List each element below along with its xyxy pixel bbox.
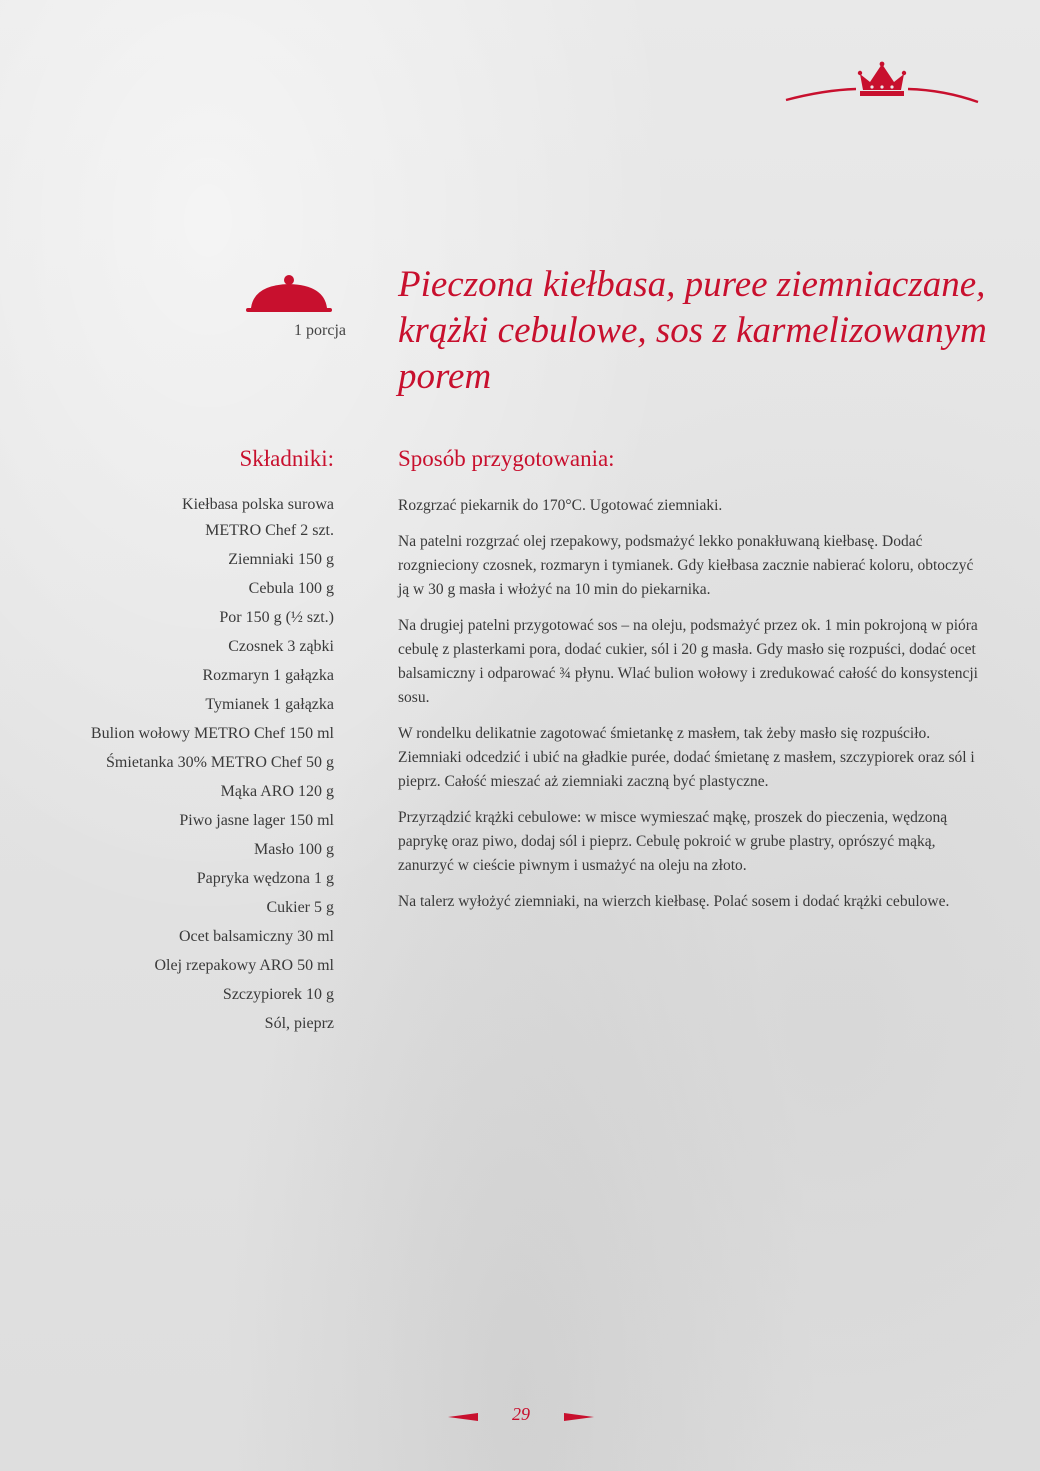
serving-size: 1 porcja [294, 322, 346, 339]
ingredient-item: Szczypiorek 10 g [222, 986, 334, 1003]
page-footer [448, 1404, 594, 1432]
ingredient-item: Ziemniaki 150 g [228, 551, 334, 568]
method-step: Na talerz wyłożyć ziemniaki, na wierzch kiełbasę. Polać sosem i dodać krążki cebulowe. [398, 893, 950, 910]
ingredient-item: Por 150 g (½ szt.) [219, 609, 334, 626]
ingredient-item: Cebula 100 g [248, 580, 334, 597]
page-number: 29 [512, 1404, 530, 1424]
method-step: W rondelku delikatnie zagotować śmietankę z masłem, tak żeby masło się rozpuściło. Ziemniaki odcedzić i ubić na gładkie purée, dodać śmietanę z masłem, szczypiorek oraz sól i pieprz. Całość mieszać aż ziemniaki zaczną być plastyczne. [398, 725, 975, 790]
ingredient-item: Papryka wędzona 1 g [196, 870, 334, 887]
ingredient-item: Kiełbasa polska surowa [182, 496, 334, 513]
crown-icon [784, 60, 980, 104]
method-section [398, 444, 988, 926]
ingredient-item: METRO Chef 2 szt. [205, 522, 334, 539]
ingredient-item: Olej rzepakowy ARO 50 ml [154, 957, 334, 974]
ingredient-item: Mąka ARO 120 g [220, 783, 334, 800]
recipe-title: Pieczona kiełbasa, puree ziemniaczane, krążki cebulowe, sos z karmelizowanym porem [398, 264, 987, 397]
ingredient-item: Rozmaryn 1 gałązka [202, 667, 334, 684]
ingredient-item: Tymianek 1 gałązka [205, 696, 334, 713]
ingredients-section [40, 444, 334, 1038]
ingredient-item: Czosnek 3 ząbki [228, 638, 334, 655]
cloche-icon [246, 272, 332, 314]
ingredient-list [40, 494, 334, 1038]
arrow-left-icon [448, 1413, 478, 1421]
ingredient-item: Sól, pieprz [264, 1015, 334, 1032]
ingredient-item: Masło 100 g [254, 841, 334, 858]
ingredient-item: Cukier 5 g [266, 899, 334, 916]
ingredient-item: Piwo jasne lager 150 ml [179, 812, 334, 829]
method-step: Na drugiej patelni przygotować sos – na oleju, podsmażyć przez ok. 1 min pokrojoną w pióra cebulę z plasterkami pora, dodać cukier, sól i 20 g masła. Gdy masło się rozpuści, dodać ocet balsamiczny i odparować ¾ płynu. Wlać bulion wołowy i zredukować całość do konsystencji sosu. [398, 617, 978, 706]
ingredient-item: Śmietanka 30% METRO Chef 50 g [106, 754, 334, 771]
method-heading: Sposób przygotowania: [398, 446, 615, 471]
method-step: Przyrządzić krążki cebulowe: w misce wymieszać mąkę, proszek do pieczenia, wędzoną paprykę oraz piwo, dodaj sól i pieprz. Cebulę pokroić w grube plastry, oprószyć mąką, zanurzyć w cieście piwnym i usmażyć na oleju na złoto. [398, 809, 948, 874]
arrow-right-icon [564, 1413, 594, 1421]
method-step: Rozgrzać piekarnik do 170°C. Ugotować ziemniaki. [398, 497, 723, 514]
method-step: Na patelni rozgrzać olej rzepakowy, podsmażyć lekko ponakłuwaną kiełbasę. Dodać rozgnieciony czosnek, rozmaryn i tymianek. Gdy kiełbasa zacznie nabierać koloru, obtoczyć ją w 30 g masła i włożyć na 10 min do piekarnika. [398, 533, 974, 598]
ingredient-item: Ocet balsamiczny 30 ml [178, 928, 334, 945]
ingredients-heading: Składniki: [239, 446, 334, 471]
ingredient-item: Bulion wołowy METRO Chef 150 ml [90, 725, 334, 742]
